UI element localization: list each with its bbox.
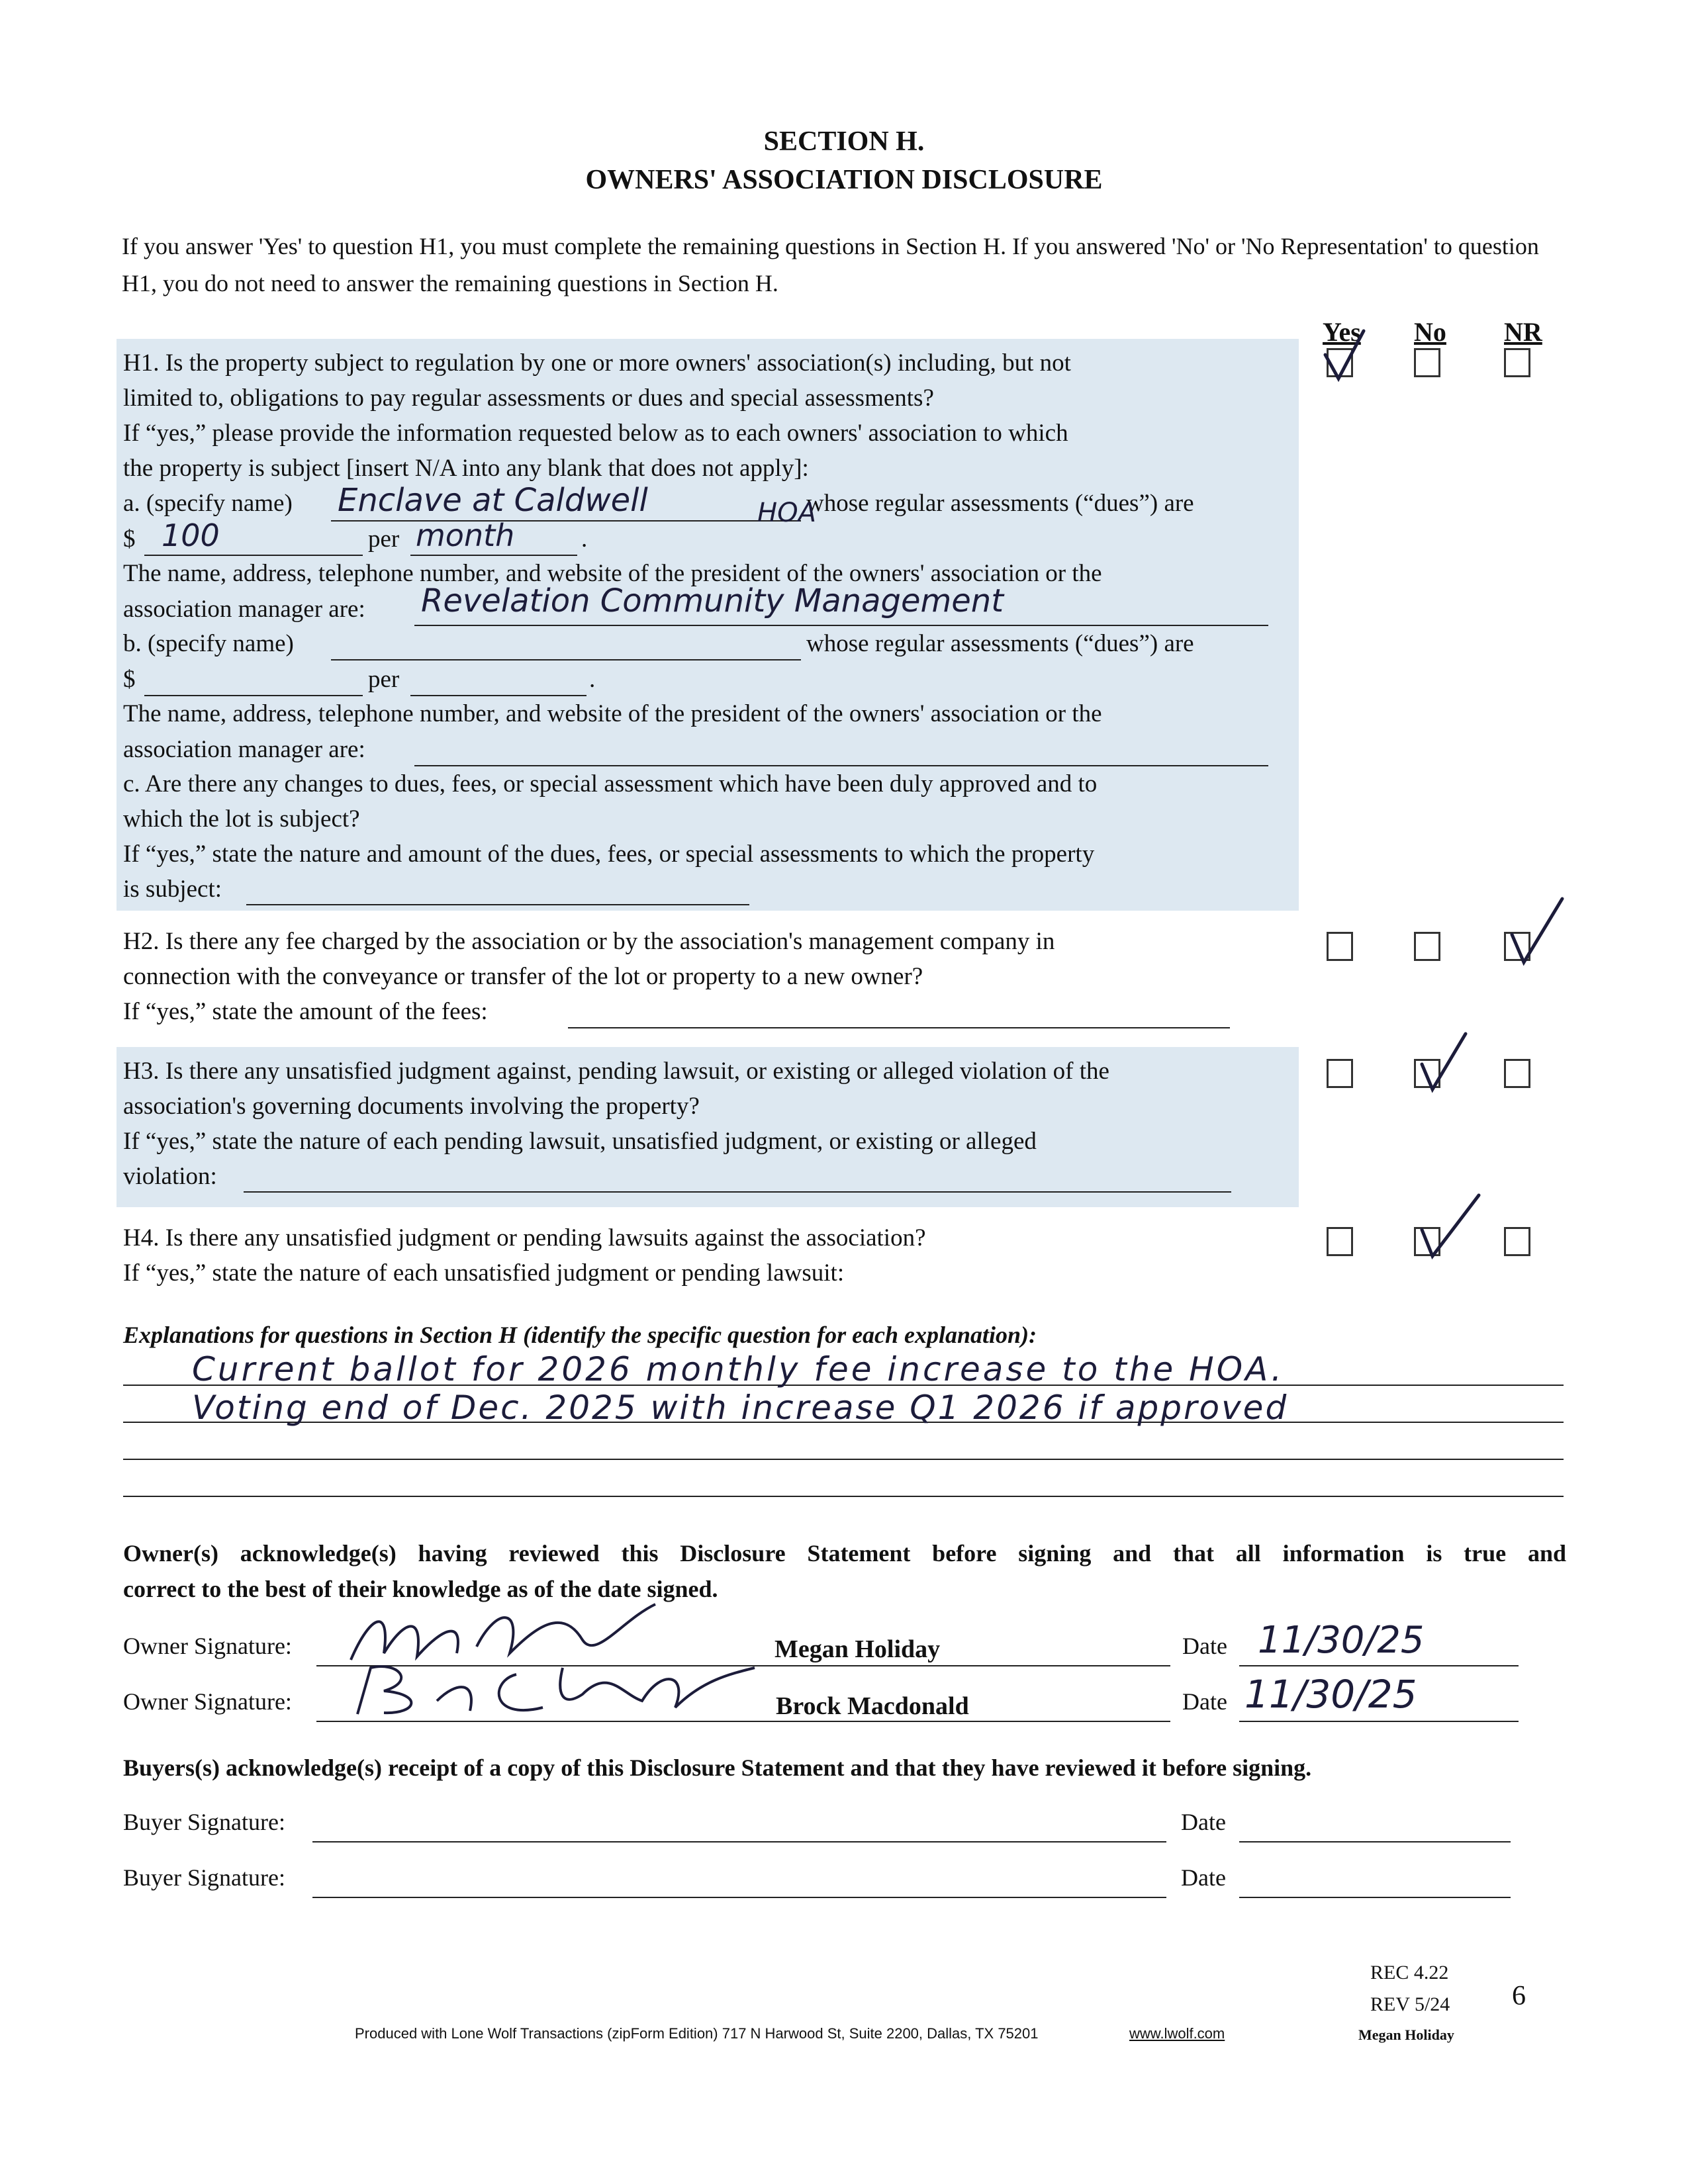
h1-b-period-dot: . <box>589 666 596 693</box>
owner1-date-label: Date <box>1182 1633 1227 1659</box>
h1-mgr2-prefix: association manager are: <box>123 736 365 763</box>
explanation-line-3[interactable] <box>123 1428 1564 1460</box>
h1-b-per: per <box>368 666 400 693</box>
owner2-printed-name: Brock Macdonald <box>776 1692 969 1720</box>
h3-violation-field[interactable] <box>244 1161 1231 1193</box>
footer-rev: REV 5/24 <box>1370 1993 1450 2015</box>
owner1-date-value: 11/30/25 <box>1258 1619 1425 1662</box>
h1-b-amount-field[interactable] <box>144 664 363 696</box>
h1-a-period-value: month <box>416 518 515 553</box>
h1-mgr2-line1: The name, address, telephone number, and website of the president of the owners' association or the <box>123 700 1102 727</box>
owner1-sig-label: Owner Signature: <box>123 1633 292 1659</box>
footer-produced: Produced with Lone Wolf Transactions (zipForm Edition) 717 N Harwood St, Suite 2200, Dallas, TX 75201 <box>355 2025 1039 2042</box>
owner2-sig-label: Owner Signature: <box>123 1688 292 1715</box>
h2-nr-checkmark-icon <box>1507 895 1566 968</box>
buyer1-signature-field[interactable] <box>312 1811 1166 1843</box>
h1-a-name-value: Enclave at Caldwell <box>338 482 648 519</box>
h1-b-period-field[interactable] <box>410 664 586 696</box>
h1-mgr2-field[interactable] <box>414 735 1268 766</box>
footer-url-link[interactable]: www.lwolf.com <box>1129 2025 1225 2042</box>
explanations-heading: Explanations for questions in Section H (identify the specific question for each explanation): <box>123 1322 1037 1348</box>
section-title: SECTION H. <box>763 126 925 157</box>
buyer2-sig-label: Buyer Signature: <box>123 1864 285 1891</box>
buyer1-sig-label: Buyer Signature: <box>123 1809 285 1835</box>
buyer1-date-field[interactable] <box>1239 1811 1511 1843</box>
section-subtitle: OWNERS' ASSOCIATION DISCLOSURE <box>585 165 1103 195</box>
buyer2-date-label: Date <box>1181 1864 1226 1891</box>
h1-question <box>123 345 1295 486</box>
h1-a-dollar: $ <box>123 525 136 553</box>
owner2-signature-image <box>344 1655 768 1727</box>
h1-a-prefix: a. (specify name) <box>123 490 293 517</box>
owner2-date-value: 11/30/25 <box>1244 1672 1417 1717</box>
h3-line1: H3. Is there any unsatisfied judgment against, pending lawsuit, or existing or alleged violation of the <box>123 1058 1109 1085</box>
h4-line1: H4. Is there any unsatisfied judgment or pending lawsuits against the association? <box>123 1224 926 1251</box>
h1-line2: limited to, obligations to pay regular assessments or dues and special assessments? <box>123 385 934 412</box>
h1-line4: the property is subject [insert N/A into any blank that does not apply]: <box>123 455 809 482</box>
h1-c-line3: If “yes,” state the nature and amount of the dues, fees, or special assessments to which the property <box>123 841 1095 868</box>
h3-nr-checkbox[interactable] <box>1504 1059 1530 1088</box>
buyer2-date-field[interactable] <box>1239 1866 1511 1898</box>
owner2-date-label: Date <box>1182 1688 1227 1715</box>
h1-mgr1-line1: The name, address, telephone number, and website of the president of the owners' association or the <box>123 560 1102 587</box>
col-nr-header: NR <box>1504 317 1542 347</box>
h1-c-line4: is subject: <box>123 876 222 903</box>
h1-a-period-dot: . <box>581 525 588 553</box>
h3-line2: association's governing documents involving the property? <box>123 1093 700 1120</box>
h1-c-line2: which the lot is subject? <box>123 805 360 833</box>
h3-question <box>123 1054 1295 1159</box>
h3-line3: If “yes,” state the nature of each pending lawsuit, unsatisfied judgment, or existing or alleged <box>123 1128 1037 1155</box>
h1-line3: If “yes,” please provide the information requested below as to each owners' association to which <box>123 420 1068 447</box>
col-no-header: No <box>1414 317 1446 347</box>
explanation-line-4[interactable] <box>123 1465 1564 1497</box>
h4-nr-checkbox[interactable] <box>1504 1227 1530 1256</box>
h1-c <box>123 766 1295 872</box>
h2-line3: If “yes,” state the amount of the fees: <box>123 998 488 1025</box>
h1-c-field[interactable] <box>246 874 749 905</box>
h1-b-dollar: $ <box>123 666 136 693</box>
h1-line1: H1. Is the property subject to regulation by one or more owners' association(s) including, but not <box>123 349 1071 377</box>
h4-yes-checkbox[interactable] <box>1327 1227 1353 1256</box>
h1-a-amount-value: 100 <box>162 518 220 553</box>
h2-yes-checkbox[interactable] <box>1327 932 1353 961</box>
footer-rec: REC 4.22 <box>1370 1962 1449 1983</box>
h1-yes-checkmark-icon <box>1321 328 1368 384</box>
buyer2-signature-field[interactable] <box>312 1866 1166 1898</box>
owner-ack-text-2: correct to the best of their knowledge as of the date signed. <box>123 1576 718 1602</box>
h2-line1: H2. Is there any fee charged by the association or by the association's management company in <box>123 928 1055 955</box>
h1-a-per: per <box>368 525 400 553</box>
h1-a-suffix: whose regular assessments (“dues”) are <box>806 490 1194 517</box>
h1-c-line1: c. Are there any changes to dues, fees, or special assessment which have been duly approved and to <box>123 770 1098 797</box>
h1-b-name-field[interactable] <box>331 629 801 660</box>
h3-yes-checkbox[interactable] <box>1327 1059 1353 1088</box>
h1-nr-checkbox[interactable] <box>1504 348 1530 377</box>
buyer1-date-label: Date <box>1181 1809 1226 1835</box>
owner1-printed-name: Megan Holiday <box>774 1635 941 1663</box>
footer-name: Megan Holiday <box>1358 2026 1454 2043</box>
h1-mgr1-prefix: association manager are: <box>123 596 365 623</box>
explanation-text-2: Voting end of Dec. 2025 with increase Q1 2026 if approved <box>192 1388 1289 1427</box>
h2-no-checkbox[interactable] <box>1414 932 1440 961</box>
h1-a-note: HOA <box>757 498 816 528</box>
h2-line2: connection with the conveyance or transfer of the lot or property to a new owner? <box>123 963 923 990</box>
h1-b-prefix: b. (specify name) <box>123 630 294 657</box>
explanation-text-1: Current ballot for 2026 monthly fee increase to the HOA. <box>192 1350 1285 1388</box>
owner-ack-text-1: Owner(s) acknowledge(s) having reviewed this Disclosure Statement before signing and that all information is true and <box>123 1540 1566 1567</box>
h4-line2: If “yes,” state the nature of each unsatisfied judgment or pending lawsuit: <box>123 1259 845 1287</box>
h1-mgr1-value: Revelation Community Management <box>421 582 1004 619</box>
h2-fees-field[interactable] <box>568 997 1230 1028</box>
h4-question <box>123 1220 1288 1291</box>
intro-text: If you answer 'Yes' to question H1, you must complete the remaining questions in Section H. If you answered 'No' or 'No Representation' to question H1, you do not need to answer the remaining questions in Section H. <box>122 233 1539 296</box>
h3-line4: violation: <box>123 1163 217 1190</box>
h3-no-checkmark-icon <box>1417 1030 1470 1096</box>
h4-no-checkmark-icon <box>1417 1191 1483 1261</box>
h1-b-suffix: whose regular assessments (“dues”) are <box>806 630 1194 657</box>
h2-question <box>123 924 1288 994</box>
page-number: 6 <box>1512 1981 1526 2011</box>
col-yes-header: Yes <box>1323 317 1361 347</box>
h1-no-checkbox[interactable] <box>1414 348 1440 377</box>
buyer-ack-text: Buyers(s) acknowledge(s) receipt of a copy of this Disclosure Statement and that they have reviewed it before signing. <box>123 1754 1312 1781</box>
